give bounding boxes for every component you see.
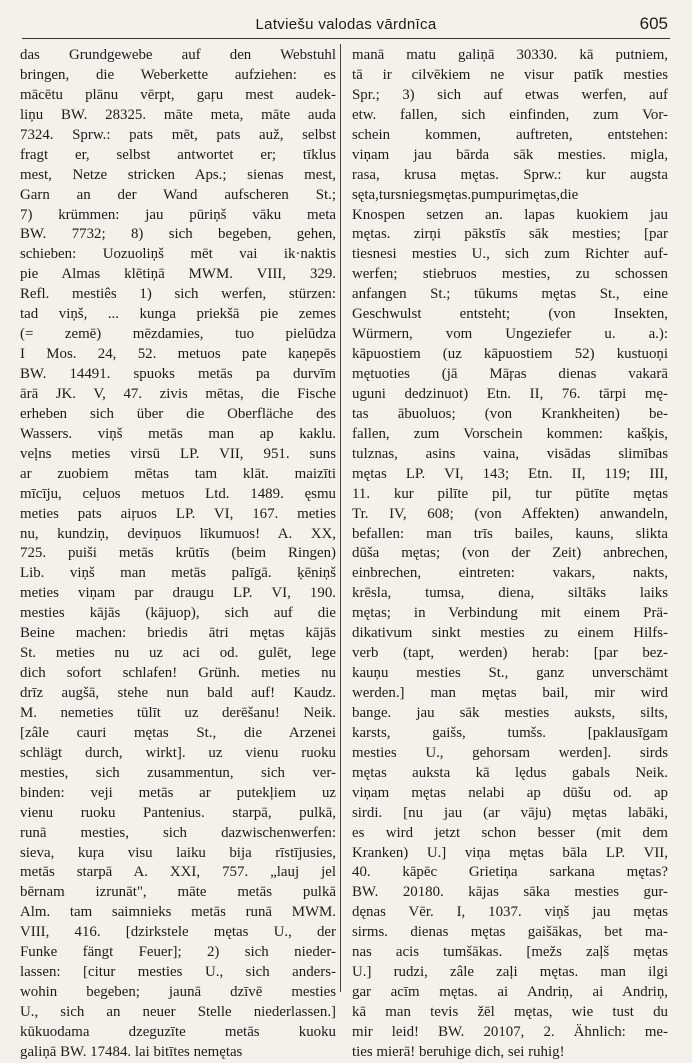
text-line: werfen; stiebruos mesties, zu schossen	[352, 266, 668, 283]
text-line: Alm. tam saimnieks metās runā MWM.	[20, 904, 336, 921]
page-header	[22, 12, 670, 38]
text-line: mętas auksta kā lędus gabals Neik.	[352, 764, 668, 781]
text-line: drīz augšā, stehe nun bald auf! Kaudz.	[20, 685, 336, 701]
text-line: kā man tevis žēl mętas, wie tust du	[352, 1004, 668, 1020]
text-line: mętuoties (jā Māŗas dienas vakarā	[352, 366, 668, 382]
text-line: anfangen St.; tūkums mętas St., eine	[352, 286, 668, 303]
text-line: verb (tapt, werden) herab: [par bez-	[352, 645, 668, 662]
text-line: Tr. IV, 608; (von Affekten) anwandeln,	[352, 505, 668, 522]
text-line: ties mierā! beruhige dich, sei ruhig!	[352, 1043, 565, 1060]
left-column	[20, 46, 336, 1063]
text-line: 40. kāpēc Grietiņa sarkana mętas?	[352, 864, 668, 881]
text-line: binden: veji metās ar putekļiem uz	[20, 784, 336, 801]
text-line: U., sich an neuer Stelle niederlassen.]	[20, 1004, 336, 1020]
text-line: BW. 7732; 8) sich begeben, gehen,	[20, 226, 336, 243]
text-line: tas ābuoluos; (von Krankheiten) be-	[352, 405, 668, 422]
text-line: Kranken) U.] viņa mętas bāla LP. VII,	[352, 844, 668, 861]
right-column	[352, 46, 668, 1063]
text-line: Spr.; 3) sich auf etwas werfen, auf	[352, 86, 668, 103]
text-line: kauņu mesties St., ganz unverschämt	[352, 665, 668, 682]
text-line: Garn an der Wand aufscheren St.;	[20, 186, 336, 203]
text-line: tiesnesi mesties U., sich zum Richter auf-	[352, 246, 668, 263]
text-line: dikativum sinkt mesties zu einem Hilfs-	[352, 625, 668, 642]
text-line: meties pats aiŗuos LP. VI, 167. meties	[20, 505, 336, 522]
column-divider	[340, 44, 341, 992]
text-line: 7) krümmen: jau pūriņš vāku meta	[20, 206, 336, 223]
text-line: [zâle cauri mętas St., die Arzenei	[20, 724, 336, 741]
text-line: es wird jetzt schon besser (mit dem	[352, 824, 668, 841]
text-line: 725. puiši metās krūtīs (beim Ringen)	[20, 545, 336, 562]
text-line: mesties U., gehorsam werden]. sirds	[352, 744, 668, 761]
text-line: nu, kundziņ, deviņuos līkumuos! A. XX,	[20, 525, 336, 542]
text-line: sieva, kuŗa visu laiku bija rīstījusies,	[20, 844, 336, 861]
text-line: sirms. dienas mętas gaišākas, bet ma-	[352, 924, 668, 941]
text-line: runā mesties, sich dazwischenwerfen:	[20, 824, 336, 841]
text-line: meties viņam par draugu LP. VI, 190.	[20, 585, 336, 602]
text-line: nas acis tumšākas. [mežs zaļš mętas	[352, 944, 668, 961]
text-line: mesties kājās (kājuop), sich auf die	[20, 605, 336, 622]
text-line: kāpuostiem (uz kāpuostiem 52) kustuoņi	[352, 346, 668, 363]
text-line: pie Almas klētiņā MWM. VIII, 329.	[20, 266, 336, 283]
text-line: dęnas Vēr. I, 1037. viņš jau mętas	[352, 904, 668, 921]
text-line: kūkuodama dzeguzīte metās kuoku	[20, 1023, 336, 1040]
text-line: sęta,tursniegsmętas.pumpurimętas,die	[352, 186, 579, 203]
text-line: bērnam izrunāt", māte metās pulkā	[20, 884, 336, 901]
text-line: Beine machen: briedis ātri mętas kājās	[20, 625, 336, 642]
text-line: fallen, zum Vorschein kommen: kašķis,	[352, 425, 668, 442]
text-line: einbrechen, eintreten: vakars, nakts,	[352, 565, 668, 582]
text-line: mętas; in Verbindung mit einem Prä-	[352, 605, 668, 622]
text-line: erheben sich über die Oberfläche des	[20, 405, 336, 422]
text-line: manā matu galiņā 30330. kā putniem,	[352, 47, 668, 63]
text-line: veļns meties virsū LP. VII, 951. suns	[20, 445, 336, 462]
text-line: bange. jau sāk mesties auksts, silts,	[352, 704, 668, 721]
text-line: Knospen setzen an. lapas kuokiem jau	[352, 206, 668, 223]
text-line: bringen, die Weberkette aufziehen: es	[20, 66, 336, 83]
text-line: galiņā BW. 17484. lai bitītes nemętas	[20, 1043, 243, 1060]
text-line: vienu ruoku Pantenius. starpā, pulkā,	[20, 804, 336, 821]
text-line: (= zemē) mēzdamies, tuo pielūdza	[20, 326, 336, 343]
text-line: rasa, krusa mętas. Sprw.: kur augsta	[352, 166, 668, 183]
text-line: Lib. viņš man metās palīgā. ķēniņš	[20, 565, 336, 582]
text-line: schein kommen, auftreten, entstehen:	[352, 126, 668, 143]
header-rule	[22, 38, 670, 39]
text-line: U.] rudzi, zâle zaļi mętas. man ilgi	[352, 964, 668, 981]
text-line: ar zuobiem mētas tam klāt. maizīti	[20, 465, 336, 482]
text-line: viņam jau bārda sāk mesties. migla,	[352, 146, 668, 163]
text-line: sirdi. [nu jau (ar vāju) mętas labāki,	[352, 804, 668, 821]
text-line: liņu BW. 28325. māte meta, māte auda	[20, 106, 336, 123]
text-line: uguni dedzinuot) Etn. II, 76. tārpi mę-	[352, 385, 668, 402]
text-line: Funke fängt Feuer]; 2) sich nieder-	[20, 944, 336, 961]
text-line: mest, Netze stricken Aps.; sienas mest,	[20, 166, 336, 183]
text-line: mętas. zirņi pākstīs sāk mesties; [par	[352, 226, 668, 243]
text-line: St. meties nu uz aci od. gulēt, lege	[20, 645, 336, 662]
text-line: karsts, gaišs, tumšs. [paklausīgam	[352, 724, 668, 741]
text-line: BW. 14491. spuoks metās pa durvīm	[20, 366, 336, 382]
text-line: dūša mętas; (von der Zeit) anbrechen,	[352, 545, 668, 562]
running-title: Latviešu valodas vārdnīca	[255, 16, 437, 33]
text-line: I Mos. 24, 52. metuos pate kaņepēs	[20, 346, 336, 363]
page-number: 605	[639, 14, 668, 33]
text-line: Wassers. viņš metās man ap kaklu.	[20, 425, 336, 442]
text-line: mīcīju, ceļuos metuos Ltd. 1489. ęsmu	[20, 485, 336, 502]
text-line: viņam mętas nelabi ap dūšu od. ap	[352, 784, 668, 801]
text-line: krēsla, tumsa, diena, siltāks laiks	[352, 585, 668, 602]
text-line: ārā JK. V, 47. zivis mētas, die Fische	[20, 385, 336, 402]
text-line: mācētu plānu vērpt, gaŗu mest audek-	[20, 86, 336, 103]
text-line: dich sofort schlafen! Grünh. meties nu	[20, 665, 336, 682]
text-line: Refl. mestiês 1) sich werfen, stürzen:	[20, 286, 336, 303]
text-line: 7324. Sprw.: pats mēt, pats auž, selbst	[20, 126, 336, 143]
text-line: wohin begeben; jaunā dzīvē mesties	[20, 984, 336, 1001]
text-line: mir leid! BW. 20107, 2. Ähnlich: me-	[352, 1023, 668, 1040]
text-line: lassen: [citur mesties U., sich anders-	[20, 964, 336, 981]
text-line: tad viņš, ... kunga priekšā pie zemes	[20, 306, 336, 323]
text-line: Würmern, vom Ungeziefer u. a.):	[352, 326, 668, 343]
text-line: befallen: man trīs bailes, kauns, slikta	[352, 525, 668, 542]
text-line: schieben: Uozuoliņš mēt vai ik·naktis	[20, 246, 336, 263]
text-line: werden.] man mętas bail, mir wird	[352, 685, 668, 701]
text-line: mesties, sich zusammentun, sich ver-	[20, 764, 336, 781]
text-line: tulznas, asins vaina, visādas slimības	[352, 445, 668, 462]
text-line: das Grundgewebe auf den Webstuhl	[20, 47, 336, 63]
text-line: 11. kur pilīte pil, tur pūtīte mętas	[352, 485, 668, 502]
text-line: schlägt durch, wirkt]. uz vienu ruoku	[20, 744, 336, 761]
text-line: etw. fallen, sich einfinden, zum Vor-	[352, 106, 668, 123]
text-line: gar acīm mętas. ai Andriņ, ai Andriņ,	[352, 984, 668, 1001]
text-line: Geschwulst entsteht; (von Insekten,	[352, 306, 668, 323]
text-line: VIII, 416. [dzirkstele mętas U., der	[20, 924, 336, 941]
text-line: tā ir cilvēkiem ne visur patīk mesties	[352, 66, 668, 83]
text-line: BW. 20180. kājas sāka mesties gur-	[352, 884, 668, 901]
text-line: fragt er, selbst antwortet er; tīklus	[20, 146, 336, 163]
text-line: M. nemeties tūlīt uz derēšanu! Neik.	[20, 704, 336, 721]
text-line: metās starpā A. XXI, 757. „lauj jel	[20, 864, 336, 881]
text-line: mętas LP. VI, 143; Etn. II, 119; III,	[352, 465, 668, 482]
